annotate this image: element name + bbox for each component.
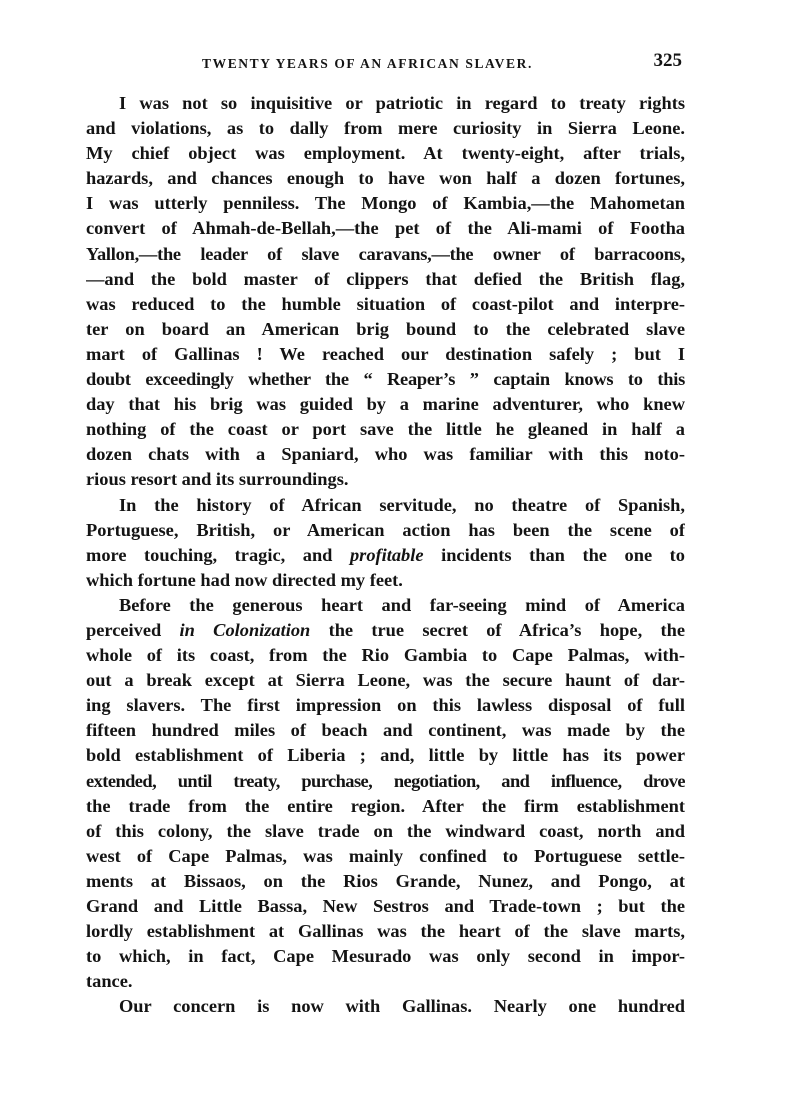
text-line: ments at Bissaos, on the Rios Grande, Nunez, and Pongo, at <box>86 870 685 891</box>
text-segment: more touching, tragic, and <box>86 544 333 565</box>
text-line: was reduced to the humble situation of coast-pilot and interpre- <box>86 293 685 314</box>
text-segment: perceived <box>86 619 162 640</box>
running-title: TWENTY YEARS OF AN AFRICAN SLAVER. <box>202 56 533 71</box>
text-line: lordly establishment at Gallinas was the heart of the slave marts, <box>86 921 685 942</box>
text-line: ter on board an American brig bound to the celebrated slave <box>86 318 685 339</box>
text-line: convert of Ahmah-de-Bellah,—the pet of the Ali-mami of Footha <box>86 218 685 239</box>
text-line: —and the bold master of clippers that defied the British flag, <box>86 268 685 289</box>
text-line: to which, in fact, Cape Mesurado was only second in impor- <box>86 946 685 967</box>
text-line: fifteen hundred miles of beach and continent, was made by the <box>86 720 685 741</box>
text-line: of this colony, the slave trade on the windward coast, north and <box>86 820 685 841</box>
text-line: Our concern is now with Gallinas. Nearly one hundred <box>119 996 685 1017</box>
text-line: Before the generous heart and far-seeing mind of America <box>119 594 685 615</box>
text-line: and violations, as to dally from mere curiosity in Sierra Leone. <box>86 118 685 139</box>
text-line: out a break except at Sierra Leone, was the secure haunt of dar- <box>86 670 685 691</box>
text-line: Grand and Little Bassa, New Sestros and Trade-town ; but the <box>86 896 685 916</box>
text-line: In the history of African servitude, no theatre of Spanish, <box>119 494 685 515</box>
text-segment: the true secret of Africa’s hope, the <box>328 619 685 640</box>
text-line: day that his brig was guided by a marine adventurer, who knew <box>86 394 685 415</box>
text-line: I was utterly penniless. The Mongo of Kambia,—the Mahometan <box>86 193 685 214</box>
body-text <box>86 91 685 1019</box>
text-line: tance. <box>86 971 133 992</box>
text-line: west of Cape Palmas, was mainly confined to Portuguese settle- <box>86 845 685 866</box>
text-line: rious resort and its surroundings. <box>86 469 349 490</box>
text-line: which fortune had now directed my feet. <box>86 569 403 590</box>
text-line: dozen chats with a Spaniard, who was familiar with this noto- <box>86 444 685 465</box>
text-line: bold establishment of Liberia ; and, little by little has its power <box>86 745 685 766</box>
italic-phrase: profitable <box>349 544 424 565</box>
text-line <box>86 618 685 643</box>
text-line: hazards, and chances enough to have won half a dozen fortunes, <box>86 168 685 189</box>
text-line: My chief object was employment. At twenty-eight, after trials, <box>86 143 685 164</box>
page-number: 325 <box>653 50 682 71</box>
text-line: the trade from the entire region. After the firm establishment <box>86 795 685 816</box>
text-line <box>86 543 685 568</box>
text-line: extended, until treaty, purchase, negotiation, and influence, drove <box>86 770 685 791</box>
text-line: whole of its coast, from the Rio Gambia to Cape Palmas, with- <box>86 645 685 666</box>
italic-phrase: in Colonization <box>179 619 311 640</box>
text-line: Yallon,—the leader of slave caravans,—the owner of barracoons, <box>86 243 685 264</box>
text-line: Portuguese, British, or American action has been the scene of <box>86 519 685 540</box>
text-segment: incidents than the one to <box>441 544 685 565</box>
text-line: mart of Gallinas ! We reached our destination safely ; but I <box>86 343 685 364</box>
text-line: ing slavers. The first impression on this lawless disposal of full <box>86 695 685 716</box>
running-header <box>86 50 686 76</box>
text-line: nothing of the coast or port save the little he gleaned in half a <box>86 419 685 440</box>
text-line: doubt exceedingly whether the “ Reaper’s ” captain knows to this <box>86 369 685 390</box>
text-line: I was not so inquisitive or patriotic in regard to treaty rights <box>119 93 685 113</box>
